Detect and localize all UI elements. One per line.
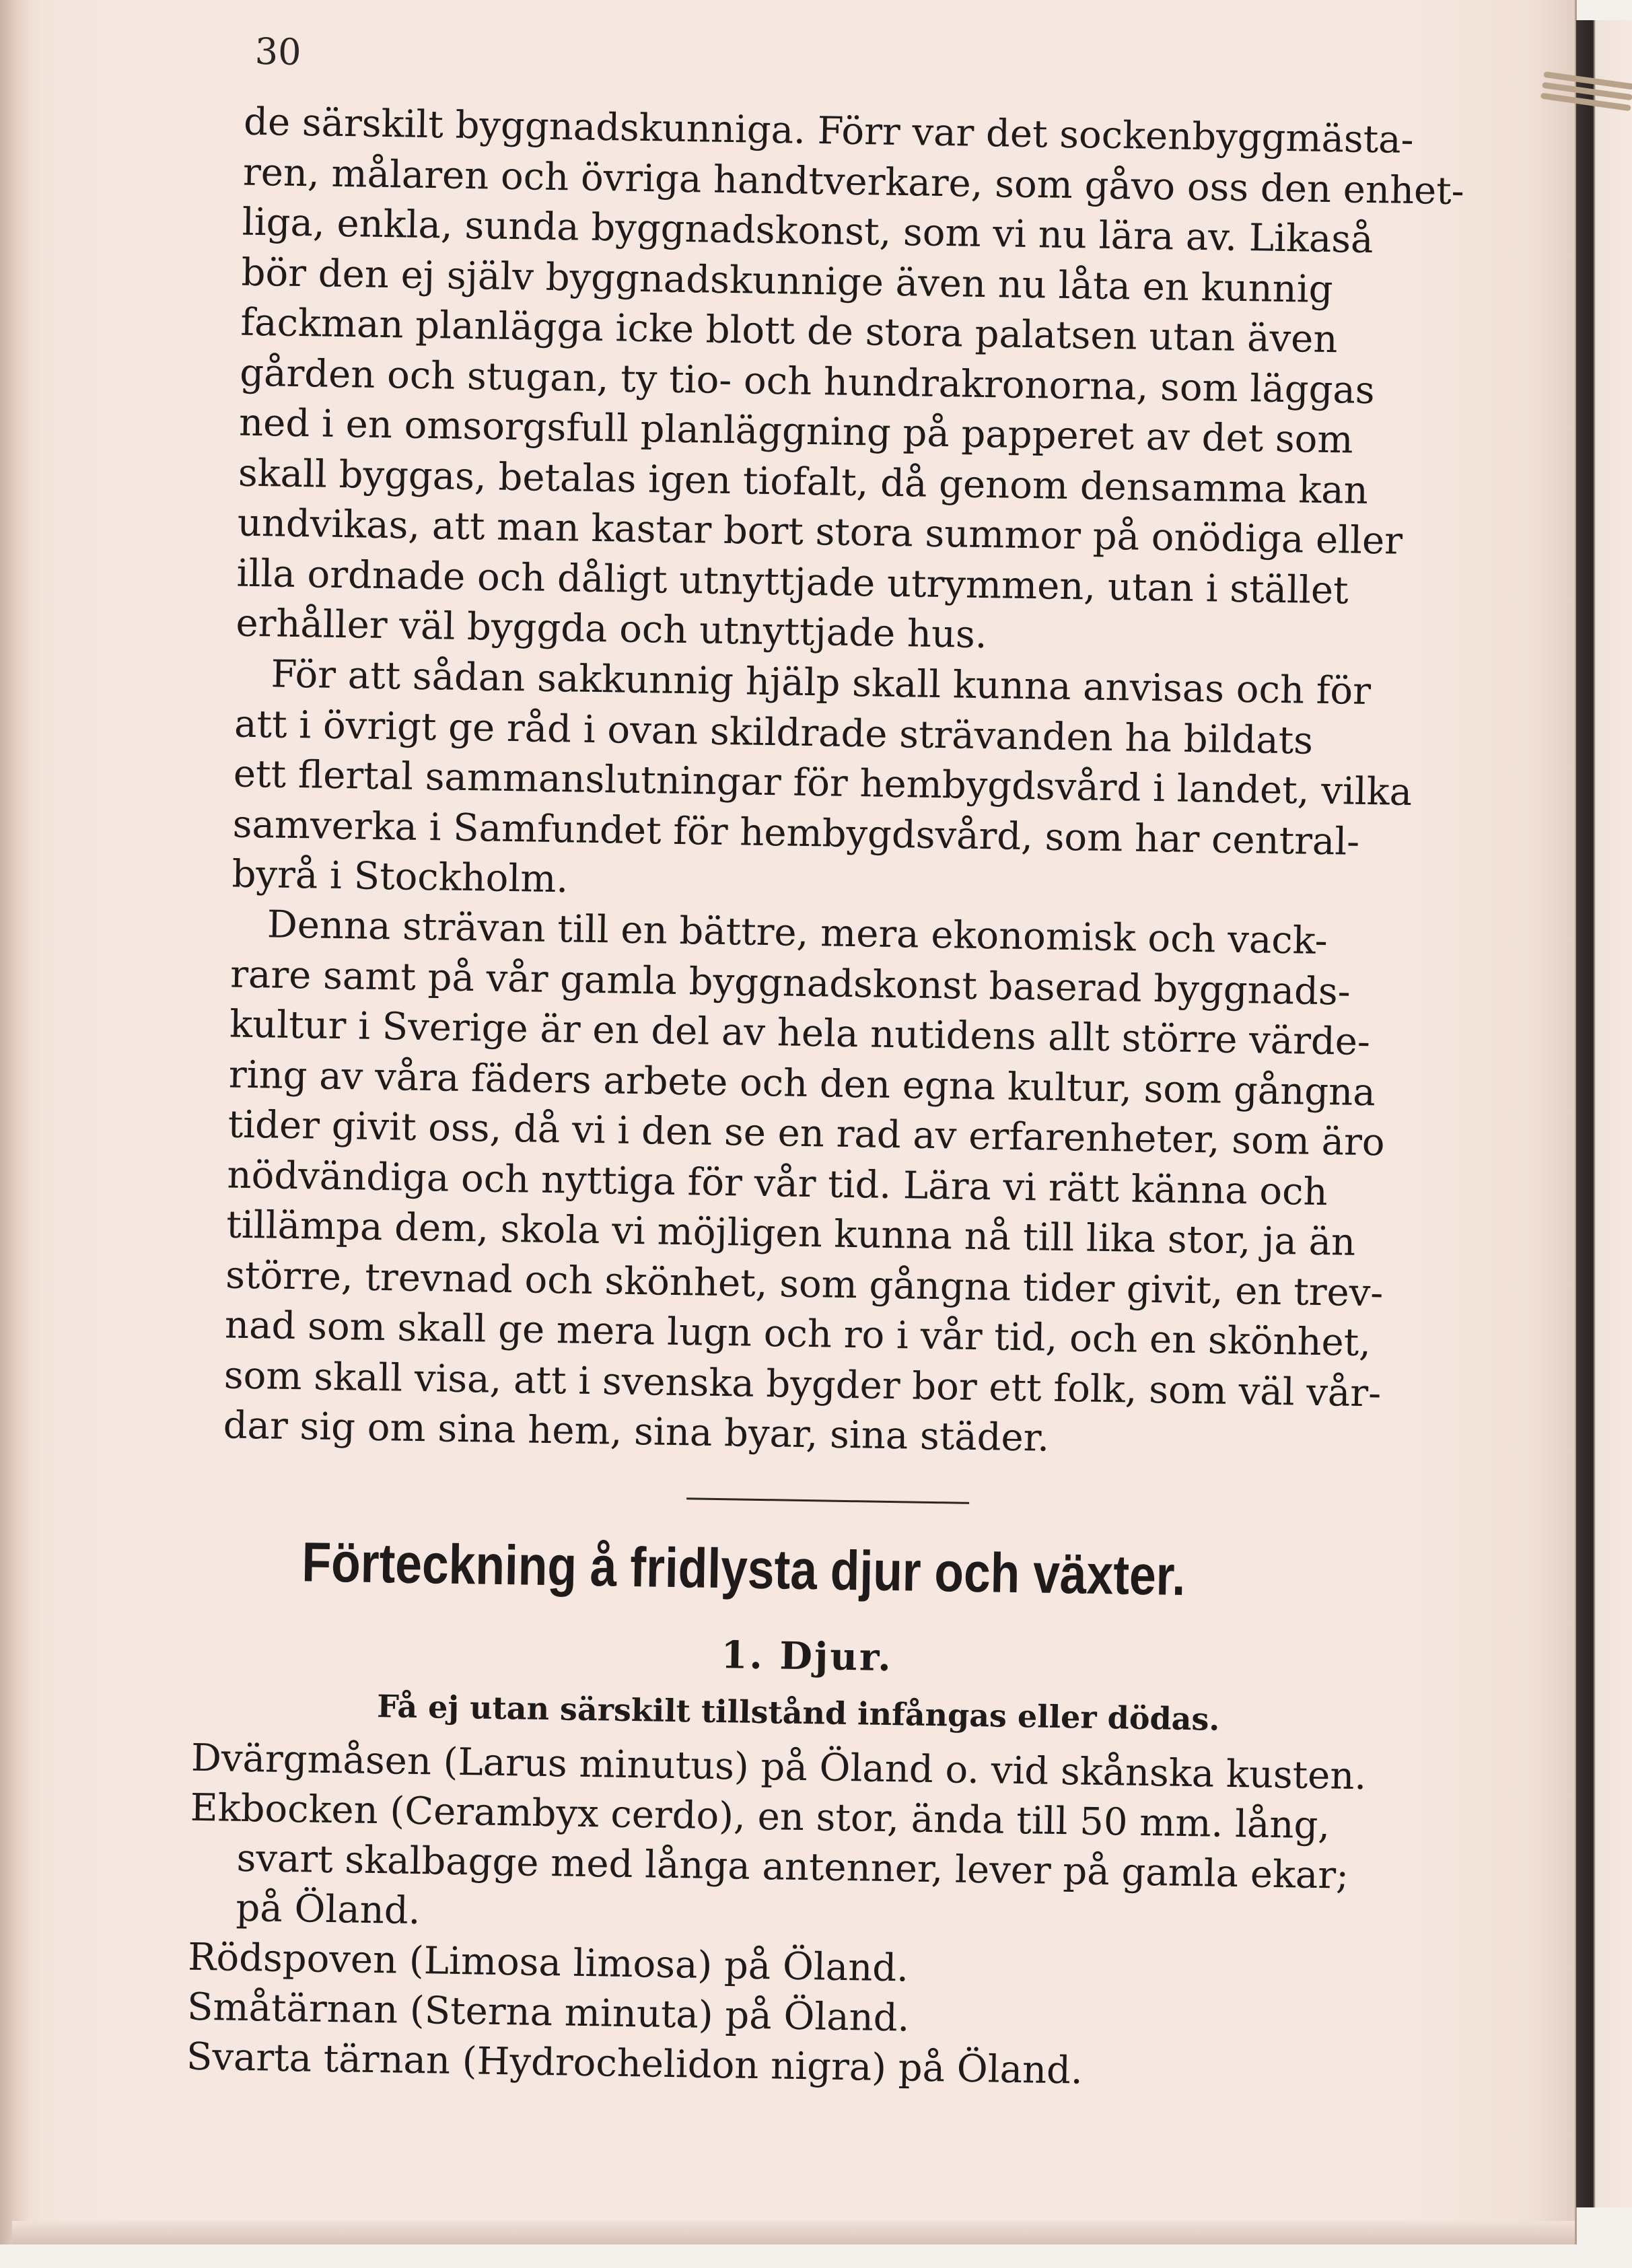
entry-line: Svarta tärnan (Hydrochelidon nigra) på Öland. xyxy=(186,2034,1084,2093)
section-divider xyxy=(686,1497,969,1504)
text-line: nödvändiga och nyttiga för vår tid. Lära vi rätt känna och xyxy=(227,1152,1328,1214)
section-subheading: 1. Djur. xyxy=(720,1633,894,1680)
text-line: samverka i Samfundet för hembygdsvård, som har central- xyxy=(232,802,1360,864)
paragraph xyxy=(236,98,1510,669)
text-line: tider givit oss, då vi i den se en rad av erfarenheter, som äro xyxy=(227,1102,1386,1165)
list-item xyxy=(188,1783,1483,1953)
text-line: Denna strävan till en bättre, mera ekonomisk och vack- xyxy=(230,902,1328,964)
entry-line: Rödspoven (Limosa limosa) på Öland. xyxy=(187,1935,909,1991)
entry-line: Ekbocken (Cerambyx cerdo), en stor, ända till 50 mm. lång, xyxy=(190,1785,1331,1848)
text-line: skall byggas, betalas igen tiofalt, då genom densamma kan xyxy=(238,451,1369,513)
text-line: rare samt på vår gamla byggnadskonst baserad byggnads- xyxy=(229,952,1351,1014)
text-line: större, trevnad och skönhet, som gångna tider givit, en trev- xyxy=(225,1252,1384,1315)
entry-line: svart skalbagge med långa antenner, lever på gamla ekar; xyxy=(236,1836,1349,1898)
text-line: undvikas, att man kastar bort stora summor på onödiga eller xyxy=(237,501,1403,563)
text-line: ned i en omsorgsfull planläggning på papperet av det som xyxy=(238,400,1353,462)
species-list xyxy=(186,1734,1483,2102)
text-line: gården och stugan, ty tio- och hundrakronorna, som läggas xyxy=(239,351,1376,413)
text-line: ring av våra fäders arbete och den egna kultur, som gångna xyxy=(228,1052,1376,1114)
text-line: bör den ej själv byggnadskunnige även nu låta en kunnig xyxy=(241,250,1334,312)
text-line: För att sådan sakkunnig hjälp skall kunna anvisas och för xyxy=(234,651,1372,714)
text-line: kultur i Sverige är en del av hela nutidens allt större värde- xyxy=(229,1002,1371,1065)
text-line: som skall visa, att i svenska bygder bor ett folk, som väl vår- xyxy=(223,1353,1382,1415)
entry-line: Dvärgmåsen (Larus minutus) på Öland o. vid skånska kusten. xyxy=(190,1736,1367,1799)
text-line: liga, enkla, sunda byggnadskonst, som vi nu lära av. Likaså xyxy=(242,200,1374,262)
text-line: byrå i Stockholm. xyxy=(232,852,569,902)
paragraph xyxy=(232,649,1501,920)
text-line: tillämpa dem, skola vi möjligen kunna nå till lika stor, ja än xyxy=(225,1203,1356,1265)
text-line: fackman planlägga icke blott de stora palatsen utan även xyxy=(240,300,1338,362)
text-line: att i övrigt ge råd i ovan skildrade strävanden ha bildats xyxy=(234,702,1314,763)
text-line: de särskilt byggnadskunniga. Förr var det sockenbyggmästa- xyxy=(243,100,1414,162)
entry-line: Småtärnan (Sterna minuta) på Öland. xyxy=(186,1985,910,2041)
text-line: illa ordnade och dåligt utnyttjade utrymmen, utan i stället xyxy=(236,551,1349,613)
paragraph xyxy=(223,900,1497,1471)
text-line: erhåller väl byggda och utnyttjade hus. xyxy=(235,601,988,658)
text-line: nad som skall ge mera lugn och ro i vår tid, och en skönhet, xyxy=(224,1303,1372,1366)
text-line: ren, målaren och övriga handtverkare, som gåvo oss den enhet- xyxy=(242,150,1465,213)
text-line: dar sig om sina hem, sina byar, sina städer. xyxy=(223,1403,1050,1460)
page-number: 30 xyxy=(254,30,302,73)
section-note: Få ej utan särskilt tillstånd infångas eller dödas. xyxy=(376,1688,1220,1738)
text-line: ett flertal sammanslutningar för hembygdsvård i landet, vilka xyxy=(233,752,1413,815)
entry-line: på Öland. xyxy=(235,1886,421,1934)
section-heading: Förteckning å fridlysta djur och växter. xyxy=(301,1530,1186,1607)
